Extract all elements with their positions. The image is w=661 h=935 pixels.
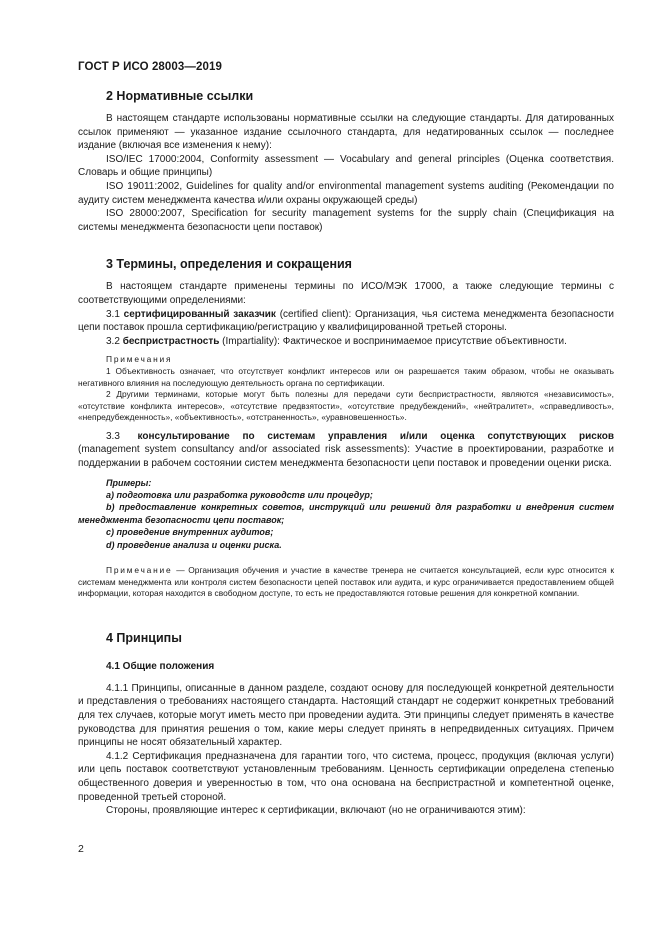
term-3-2-term: беспристрастность [122, 335, 220, 347]
para-4-1-3: Стороны, проявляющие интерес к сертификации, включают (но не ограничиваются этим): [106, 805, 526, 817]
example-b: b) предоставление конкретных советов, инструкций или решений для разработки и внедрения систем менеджмента безопасности цепи поставок; [78, 502, 614, 525]
note-block [78, 565, 614, 600]
term-3-1 [78, 308, 614, 335]
note-consulting [78, 565, 614, 600]
s2-ref-iso17000: ISO/IEC 17000:2004, Conformity assessment — Vocabulary and general principles (Оценка соответствия. Словарь и общие принципы) [78, 153, 614, 179]
page-content [78, 88, 614, 818]
section-4-heading: 4 Принципы [106, 630, 182, 645]
note-label: Примечание [106, 565, 173, 576]
term-3-3 [78, 430, 614, 471]
note-text: — Организация обучения и участие в качестве тренера не считается консультацией, если курс относится к системам менеджмента или контроля систем безопасности цепей поставок или аудита, и курс ограничивается предоставлением общей информации, которая находится в свободном доступе, то есть не предоставляются готовые решения для конкретной компании. [78, 565, 614, 599]
s2-intro: В настоящем стандарте использованы нормативные ссылки на следующие стандарты. Для датированных ссылок применяют — указанное издание ссылочного стандарта, для недатированных ссылок — последнее издание (включая все изменения к нему): [78, 113, 614, 152]
section-2-heading: 2 Нормативные ссылки [106, 89, 254, 103]
example-a: a) подготовка или разработка руководств или процедур; [106, 490, 373, 501]
term-3-3-number: 3.3 [106, 430, 120, 442]
term-3-2-number: 3.2 [106, 335, 120, 347]
term-3-2-definition: (Impartiality): Фактическое и воспринимаемое присутствие объективности. [219, 335, 567, 347]
s3-intro: В настоящем стандарте применены термины по ИСО/МЭК 17000, а также следующие термины с соответствующими определениями: [78, 281, 614, 306]
term-3-1-definition: (certified client): Организация, чья система менеджмента безопасности цепи поставок прошла сертификацию/регистрацию у квалифицированной третьей стороны. [78, 308, 614, 334]
term-3-3-definition: (management system consultancy and/or associated risk assessments): Участие в проектировании, разработке и поддержании в рабочем состоянии систем менеджмента безопасности цепи поставок и проведении оценки риска. [78, 444, 614, 470]
para-4-1-1: 4.1.1 Принципы, описанные в данном разделе, создают основу для последующей конкретной деятельности и представления о требованиях настоящего стандарта. Настоящий стандарт не содержит конкретных требований для тех случаев, которые могут иметь место при проведении аудита. Эти принципы следует применять в качестве руководства для принятия решения о том, какие меры следует принять в непредвиденных ситуациях. Причем принципы не носят обязательный характер. [78, 682, 614, 749]
page-number: 2 [78, 843, 84, 855]
section-3-heading: 3 Термины, определения и сокращения [106, 257, 352, 272]
running-header: ГОСТ Р ИСО 28003—2019 [78, 61, 223, 73]
s2-ref-iso28000: ISO 28000:2007, Specification for security management systems for the supply chain (Спецификация на системы менеджмента безопасности цепи поставок) [78, 208, 614, 233]
term-3-2 [78, 335, 614, 349]
note-2: 2 Другими терминами, которые могут быть полезны для передачи сути беспристрастности, являются «независимость», «отсутствие конфликта интересов», «отсутствие предвзятости», «отсутствие предубеждений», «нейтралитет», «справедливость», «непредубежденность», «объективность», «отстраненность», «уравновешенность». [78, 389, 614, 423]
subsection-4-1-heading: 4.1 Общие положения [106, 660, 215, 672]
note-1: 1 Объективность означает, что отсутствует конфликт интересов или он разрешается таким образом, чтобы не оказывать негативного влияния на последующую деятельность органа по сертификации. [78, 365, 614, 388]
para-4-1-2: 4.1.2 Сертификация предназначена для гарантии того, что система, процесс, продукция (включая услуги) или цепь поставок соответствуют установленным требованиям. Ценность сертификации определена степенью общественного доверия и уверенностью в том, что она основана на беспристрастной и компетентной оценке, проведенной третьей стороной. [78, 750, 614, 803]
examples-title: Примеры: [106, 477, 152, 488]
examples-block [78, 477, 614, 551]
notes-block [78, 354, 614, 424]
term-3-3-term: консультирование по системам управления и/или оценка сопутствующих рисков [137, 430, 614, 442]
notes-title: Примечания [106, 354, 173, 365]
term-3-1-term: сертифицированный заказчик [123, 308, 276, 320]
example-d: d) проведение анализа и оценки риска. [106, 539, 282, 550]
term-3-1-number: 3.1 [106, 308, 120, 320]
s2-ref-iso19011: ISO 19011:2002, Guidelines for quality and/or environmental management systems auditing (Рекомендации по аудиту систем менеджмента качества и/или охраны окружающей среды) [78, 180, 614, 206]
example-c: c) проведение внутренних аудитов; [106, 527, 274, 538]
